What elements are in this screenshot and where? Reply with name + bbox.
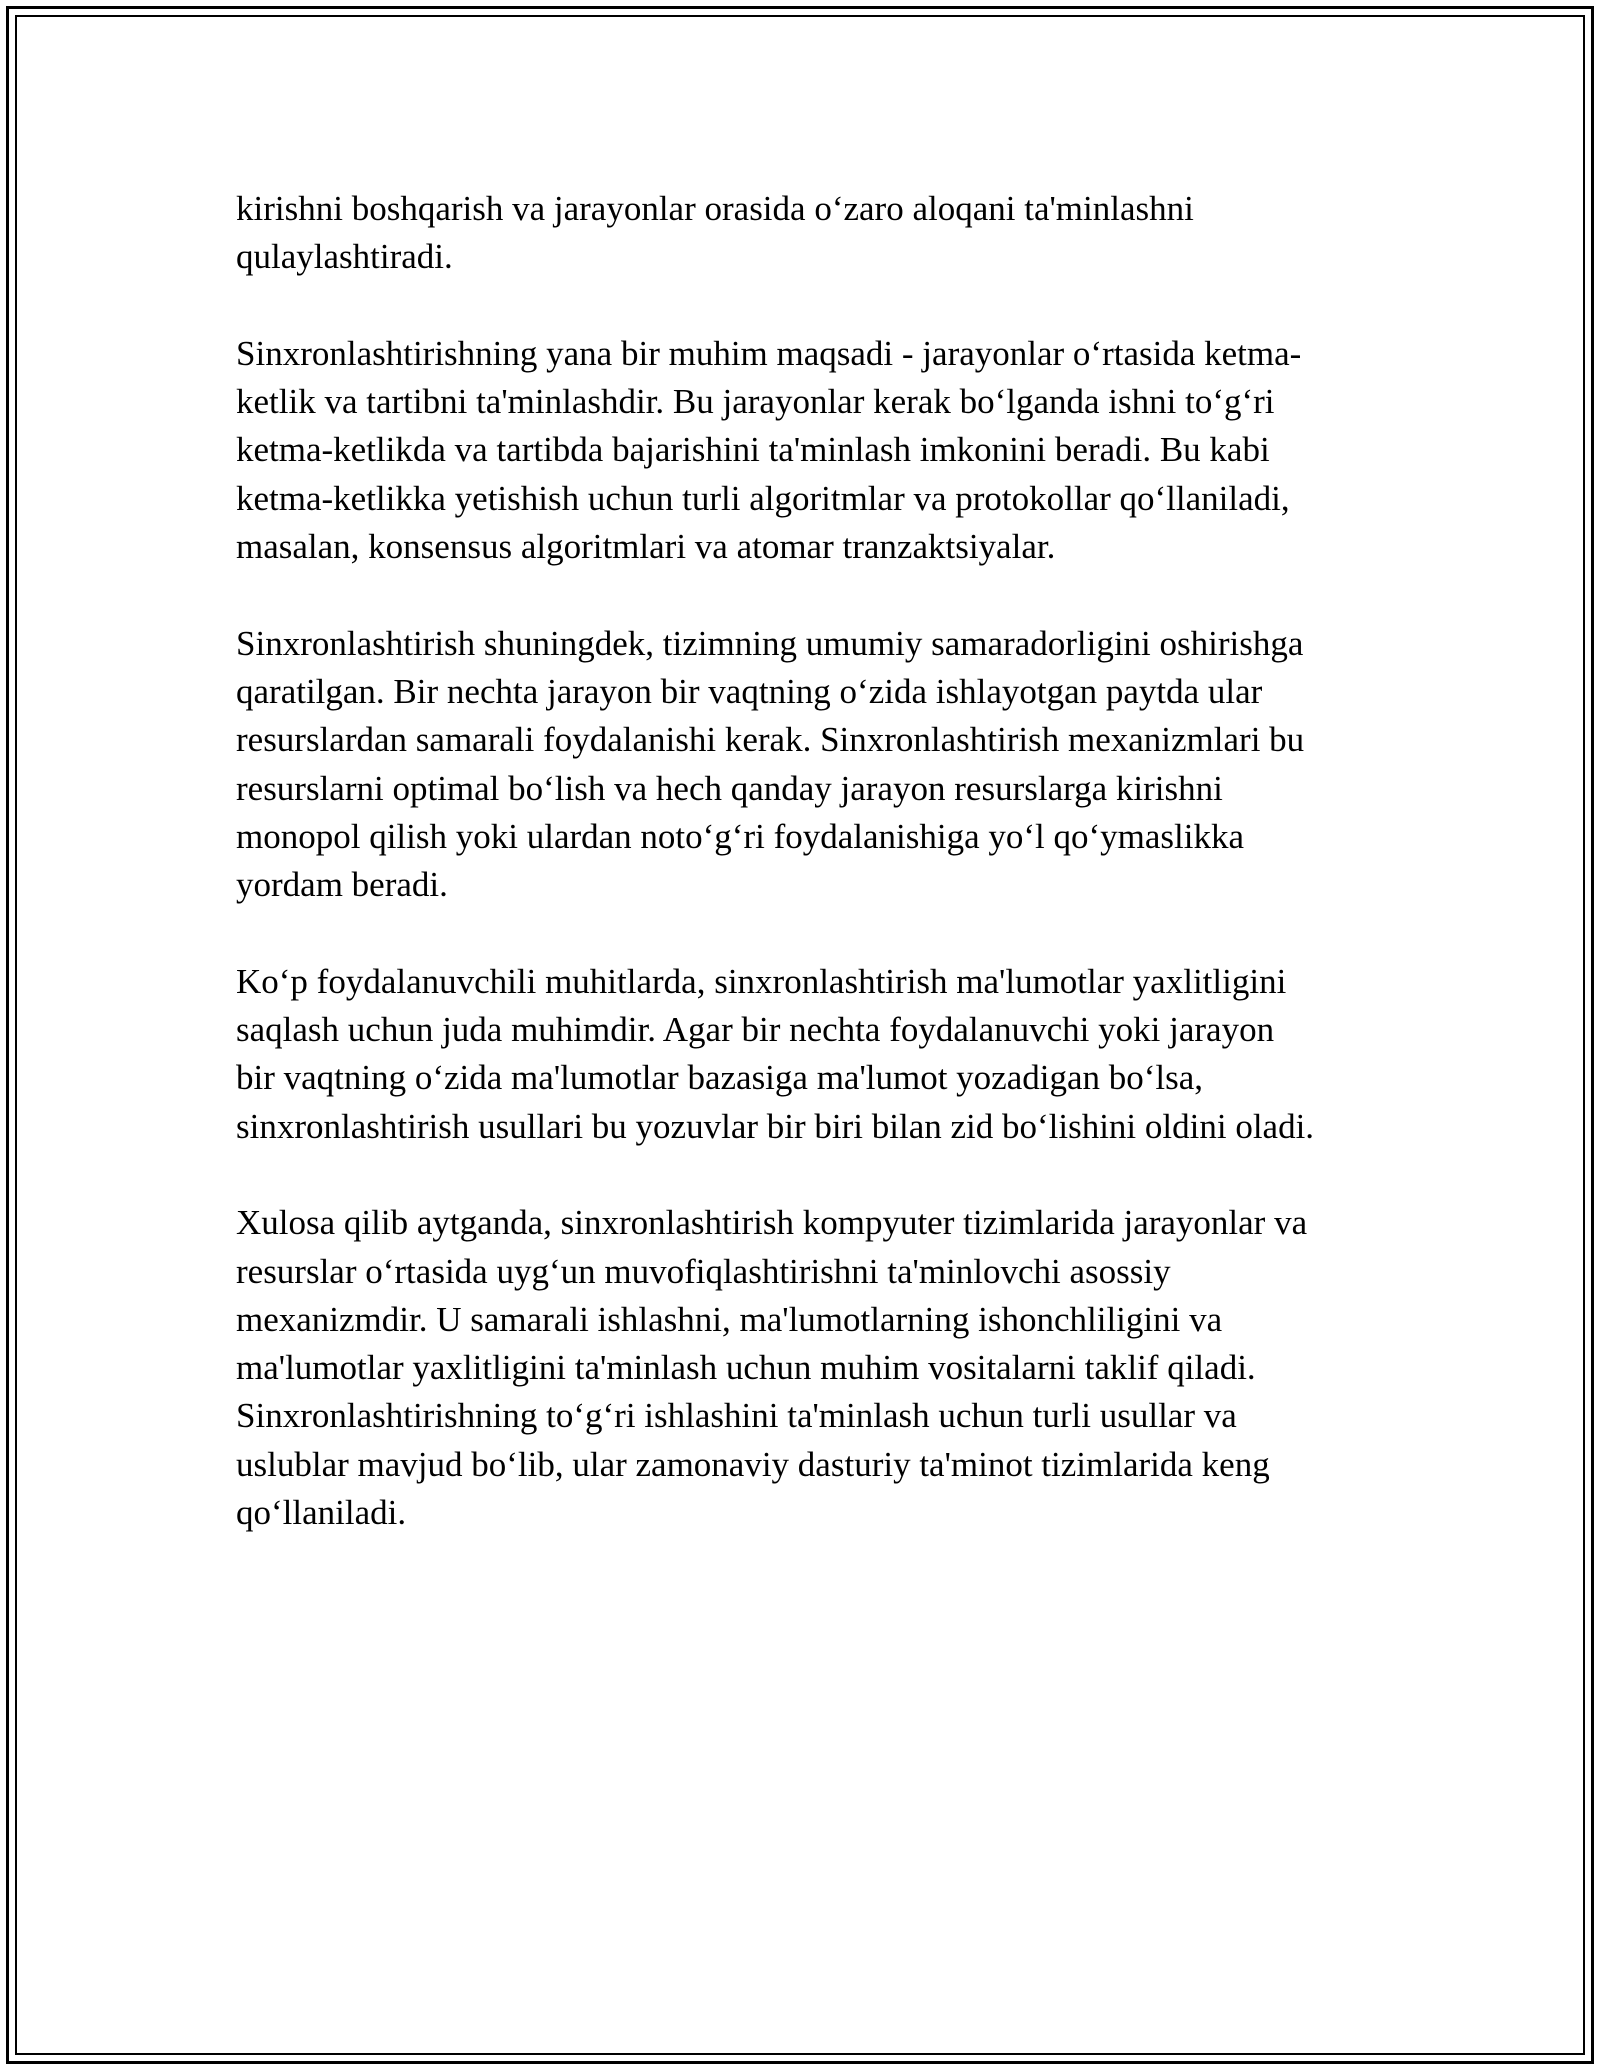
- text-line: qaratilgan. Bir nechta jarayon bir vaqtning o‘zida ishlayotgan paytda ular: [236, 671, 1263, 711]
- text-line: Sinxronlashtirish shuningdek, tizimning umumiy samaradorligini oshirishga: [236, 623, 1304, 663]
- paragraph-2: [236, 330, 1416, 571]
- text-line: Ko‘p foydalanuvchili muhitlarda, sinxronlashtirish ma'lumotlar yaxlitligini: [236, 961, 1287, 1001]
- text-line: ma'lumotlar yaxlitligini ta'minlash uchun muhim vositalarni taklif qiladi.: [236, 1348, 1256, 1388]
- text-line: qulaylashtiradi.: [236, 237, 453, 277]
- text-line: kirishni boshqarish va jarayonlar orasida o‘zaro aloqani ta'minlashni: [236, 189, 1194, 228]
- text-line: ketma-ketlikda va tartibda bajarishini ta'minlash imkonini beradi. Bu kabi: [236, 430, 1270, 470]
- text-line: resurslarni optimal bo‘lish va hech qanday jarayon resurslarga kirishni: [236, 768, 1223, 808]
- text-line: qo‘llaniladi.: [236, 1493, 407, 1533]
- text-line: Sinxronlashtirishning yana bir muhim maqsadi - jarayonlar o‘rtasida ketma-: [236, 333, 1302, 373]
- text-line: resurslar o‘rtasida uyg‘un muvofiqlashtirishni ta'minlovchi asossiy: [236, 1251, 1171, 1291]
- text-line: sinxronlashtirish usullari bu yozuvlar bir biri bilan zid bo‘lishini oldini oladi.: [236, 1106, 1315, 1146]
- paragraph-5: [236, 1199, 1416, 1537]
- text-line: mexanizmdir. U samarali ishlashni, ma'lumotlarning ishonchliligini va: [236, 1299, 1223, 1339]
- text-line: masalan, konsensus algoritmlari va atomar tranzaktsiyalar.: [236, 527, 1056, 567]
- text-line: ketlik va tartibni ta'minlashdir. Bu jarayonlar kerak bo‘lganda ishni to‘g‘ri: [236, 382, 1275, 422]
- paragraph-4: [236, 958, 1416, 1151]
- text-line: bir vaqtning o‘zida ma'lumotlar bazasiga ma'lumot yozadigan bo‘lsa,: [236, 1058, 1204, 1098]
- text-line: Xulosa qilib aytganda, sinxronlashtirish kompyuter tizimlarida jarayonlar va: [236, 1203, 1308, 1243]
- paragraph-3: [236, 620, 1416, 910]
- text-line: monopol qilish yoki ulardan noto‘g‘ri foydalanishiga yo‘l qo‘ymaslikka: [236, 816, 1245, 856]
- text-line: uslublar mavjud bo‘lib, ular zamonaviy dasturiy ta'minot tizimlarida keng: [236, 1444, 1270, 1484]
- text-line: Sinxronlashtirishning to‘g‘ri ishlashini ta'minlash uchun turli usullar va: [236, 1396, 1237, 1436]
- text-line: saqlash uchun juda muhimdir. Agar bir nechta foydalanuvchi yoki jarayon: [236, 1010, 1275, 1050]
- paragraph-1: [236, 185, 1416, 282]
- text-line: yordam beradi.: [236, 865, 448, 905]
- text-line: resurslardan samarali foydalanishi kerak. Sinxronlashtirish mexanizmlari bu: [236, 720, 1305, 760]
- text-line: ketma-ketlikka yetishish uchun turli algoritmlar va protokollar qo‘llaniladi,: [236, 478, 1290, 518]
- document-body: [236, 185, 1416, 1586]
